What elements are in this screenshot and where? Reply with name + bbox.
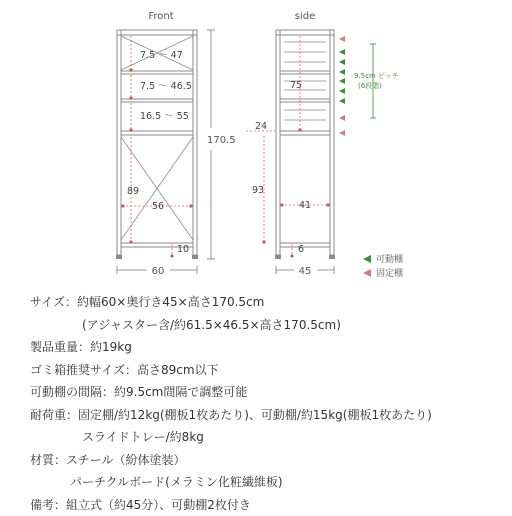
side-bottom-shelf — [280, 243, 330, 247]
spec-size: サイズ：約幅60×奥行き45×高さ170.5cm — [30, 291, 500, 314]
side-depth-endpoint-right — [326, 203, 329, 206]
side-top-shelf — [276, 30, 334, 35]
front-left-post — [117, 30, 121, 255]
pitch-note-line2: (6段階) — [358, 81, 382, 90]
side-depth-endpoint-left — [280, 203, 283, 206]
spec-weight: 製品重量：約19kg — [30, 336, 500, 359]
front-right-post — [193, 30, 197, 255]
side-shelf-3 — [280, 131, 330, 135]
spec-load-tray: スライドトレー/約8kg — [30, 426, 500, 449]
front-right-foot — [192, 255, 198, 259]
side-rear-foot — [329, 255, 335, 259]
spec-size-adjuster: (アジャスター含/約61.5×46.5×高さ170.5cm) — [30, 314, 500, 337]
movable-shelf-marker-4 — [339, 78, 345, 84]
movable-shelf-marker-5 — [339, 88, 345, 94]
front-shelf-1 — [121, 71, 193, 74]
movable-shelf-marker-2 — [339, 59, 345, 65]
front-gap3-value: 16.5 ～ 55 — [140, 111, 189, 122]
front-gap1-endpoint — [129, 68, 132, 71]
spec-list — [30, 291, 500, 516]
side-rear-post — [330, 30, 334, 255]
side-view — [275, 30, 335, 259]
fixed-shelf-marker-1 — [339, 36, 345, 42]
front-bottom-gap-endpoint — [170, 254, 173, 257]
front-width-endpoint-right — [189, 204, 192, 207]
side-shelf-1 — [280, 71, 330, 74]
movable-shelf-marker-1 — [339, 49, 345, 55]
front-view — [116, 30, 198, 259]
side-lower-height-value: 93 — [252, 185, 264, 196]
legend-movable-icon — [363, 255, 371, 263]
side-depth-value: 45 — [299, 266, 312, 277]
side-shelf-span-value: 75 — [290, 80, 302, 91]
side-bottom-gap-endpoint — [290, 254, 293, 257]
spec-load: 耐荷重：固定棚/約12kg(棚板1枚あたり)、可動棚/約15kg(棚板1枚あたり) — [30, 404, 500, 427]
side-shelf-2 — [280, 99, 330, 102]
front-left-foot — [116, 255, 122, 259]
front-height-value: 170.5 — [207, 135, 236, 146]
side-shelf-markers — [339, 36, 345, 136]
front-shelf-2 — [121, 99, 193, 102]
spec-material-board: パーチクルボード(メラミン化粧繊維板) — [30, 471, 500, 494]
front-top-shelf — [117, 30, 197, 35]
spec-notes: 備考：組立式（約45分）、可動棚2枚付き — [30, 494, 500, 516]
front-width-value: 60 — [152, 266, 165, 277]
front-inner-width-value: 56 — [152, 201, 164, 212]
spec-material: 材質：スチール（紛体塗装） — [30, 449, 500, 472]
front-gap2-endpoint — [129, 96, 132, 99]
side-front-post — [276, 30, 280, 255]
side-tray-offset-value: 24 — [255, 121, 267, 132]
front-lower-height-value: 89 — [127, 186, 139, 197]
front-width-endpoint-left — [121, 204, 124, 207]
side-view-title: side — [295, 11, 316, 22]
side-span-endpoint — [298, 128, 301, 131]
movable-shelf-marker-6 — [339, 98, 345, 104]
front-shelf-3 — [121, 131, 193, 135]
legend-fixed-label: 固定棚 — [376, 267, 403, 279]
side-bottom-gap-value: 6 — [298, 244, 304, 255]
spec-shelf-interval: 可動棚の間隔：約9.5cm間隔で調整可能 — [30, 381, 500, 404]
spec-trash-size: ゴミ箱推奨サイズ：高さ89cm以下 — [30, 359, 500, 382]
front-gap2-value: 7.5 ～ 46.5 — [140, 81, 192, 92]
front-gap1-value: 7.5 ～ 47 — [140, 50, 183, 61]
side-inner-depth-value: 41 — [299, 200, 311, 211]
front-bottom-gap-value: 10 — [177, 244, 189, 255]
side-front-foot — [275, 255, 281, 259]
legend-movable-label: 可動棚 — [376, 253, 403, 265]
fixed-shelf-marker-3 — [339, 130, 345, 136]
movable-shelf-marker-3 — [339, 69, 345, 75]
pitch-note-line1: 9.5cm ピッチ — [354, 72, 399, 80]
legend-fixed-icon — [363, 269, 371, 277]
fixed-shelf-marker-2 — [339, 115, 345, 121]
side-lower-endpoint — [262, 240, 265, 243]
front-gap3-endpoint — [129, 128, 132, 131]
front-lower-endpoint — [129, 240, 132, 243]
front-view-title: Front — [148, 11, 173, 22]
